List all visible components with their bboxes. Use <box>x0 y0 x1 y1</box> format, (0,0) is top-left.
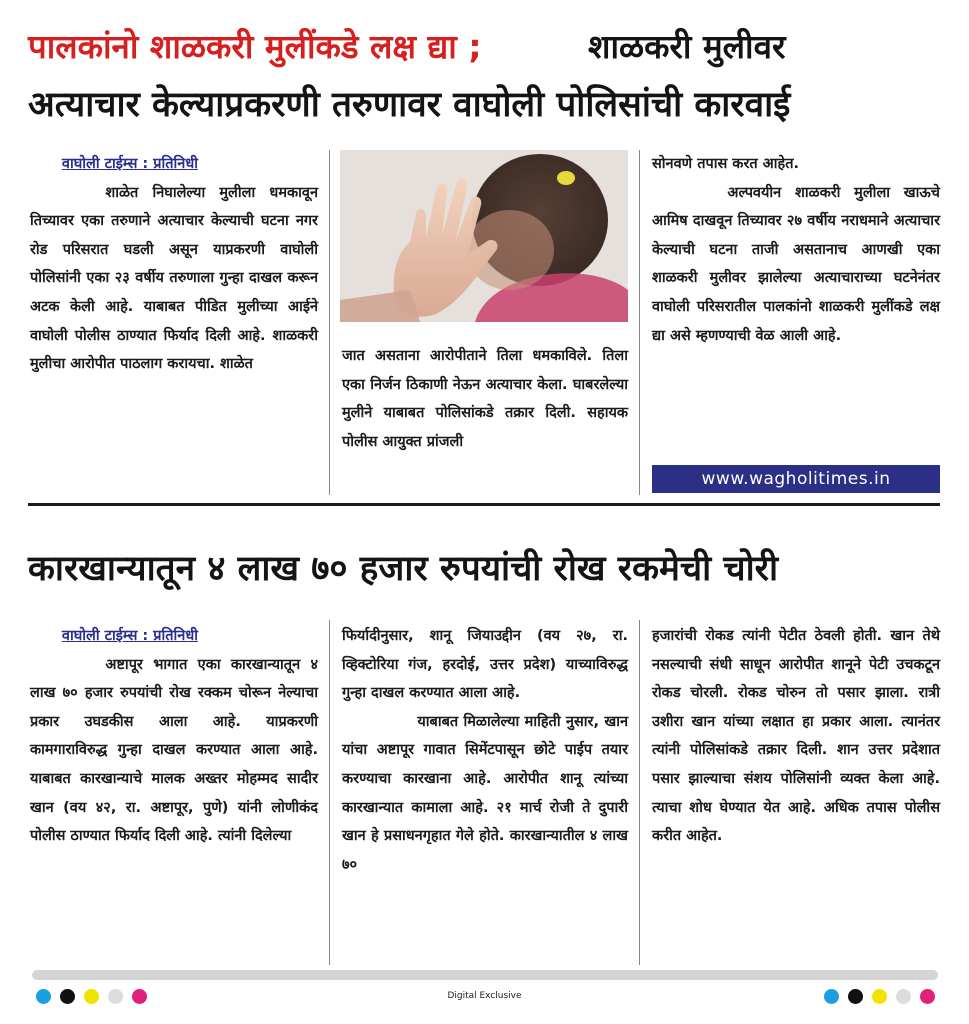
story1-photo <box>340 150 628 322</box>
story2-col2-text-2: याबाबत मिळालेल्या माहिती नुसार, खान यांचा अष्टापूर गावात सिमेंटपासून छोटे पाईप तयार करण्याचा कारखाना आहे. आरोपीत शानू त्यांच्या कारखान्यात कामाला आहे. २१ मार्च रोजी ते दुपारी खान हे प्रसाधनगृहात गेले होते. कारखान्यातील ४ लाख ७० <box>342 713 628 873</box>
section-divider <box>28 503 940 506</box>
story1-headline-black-part2: अत्याचार केल्याप्रकरणी तरुणावर वाघोली पोलिसांची कारवाई <box>28 85 791 125</box>
registration-dot-magenta <box>920 989 935 1004</box>
website-banner[interactable]: www.wagholitimes.in <box>652 465 940 493</box>
story2-headline: कारखान्यातून ४ लाख ७० हजार रुपयांची रोख रकमेची चोरी <box>28 549 779 589</box>
story2-column-3 <box>652 622 940 851</box>
story2-column-2 <box>342 622 628 879</box>
registration-dot-gray <box>896 989 911 1004</box>
story2-col1-text: अष्टापूर भागात एका कारखान्यातून ४ लाख ७० हजार रुपयांची रोख रक्कम चोरून नेल्याचा प्रकार उघडकीस आला आहे. याप्रकरणी कामगाराविरुद्ध गुन्हा दाखल करण्यात आला आहे. याबाबत कारखान्याचे मालक अख्तर मोहम्मद सादीर खान (वय ४२, रा. अष्टापूर, पुणे) यांनी लोणीकंद पोलीस ठाण्यात फिर्याद दिली आहे. त्यांनी दिलेल्या <box>30 656 318 845</box>
story2-byline: वाघोली टाईम्स : प्रतिनिधी <box>61 628 199 644</box>
registration-dot-yellow <box>872 989 887 1004</box>
footer-label: Digital Exclusive <box>447 991 522 1001</box>
story2-column-1 <box>30 622 318 851</box>
story2-col2-text-1: फिर्यादीनुसार, शानू जियाउद्दीन (वय २७, रा. व्हिक्टोरिया गंज, हरदोई, उत्तर प्रदेश) याच्याविरुद्ध गुन्हा दाखल करण्यात आला आहे. <box>342 628 628 702</box>
column-divider <box>329 620 330 965</box>
story1-col3-text-2: अल्पवयीन शाळकरी मुलीला खाऊचे आमिष दाखवून तिच्यावर २७ वर्षीय नराधमाने अत्याचार केल्याची घटना ताजी असतानाच आणखी एका शाळकरी मुलीवर झालेल्या अत्याचाराच्या घटनेनंतर वाघोली परिसरातील पालकांनो शाळकरी मुलींकडे लक्ष द्या असे म्हणण्याची वेळ आली आहे. <box>652 184 940 344</box>
story1-col3-text-1: सोनवणे तपास करत आहेत. <box>652 156 799 172</box>
story1-headline-black-part1: शाळकरी मुलीवर <box>588 27 786 66</box>
column-divider <box>639 150 640 495</box>
story1-col2-text: जात असताना आरोपीताने तिला धमकाविले. तिला एका निर्जन ठिकाणी नेऊन अत्याचार केला. घाबरलेल्या मुलीने याबाबत पोलिसांकडे तक्रार दिली. सहायक पोलीस आयुक्त प्रांजली <box>342 348 628 450</box>
registration-dot-cyan <box>824 989 839 1004</box>
story1-column-1 <box>30 150 318 379</box>
story1-column-3 <box>652 150 940 350</box>
girl-raised-hand-image <box>340 150 628 322</box>
column-divider <box>639 620 640 965</box>
story1-col1-text: शाळेत निघालेल्या मुलीला धमकावून तिच्यावर एका तरुणाने अत्याचार केल्याची घटना नगर रोड परिसरात घडली असून याप्रकरणी वाघोली पोलिसांनी एका २३ वर्षीय तरुणाला गुन्हा दाखल करून अटक केली आहे. याबाबत पीडित मुलीच्या आईने वाघोली पोलीस ठाण्यात फिर्याद दिली आहे. शाळकरी मुलीचा आरोपीत पाठलाग करायचा. शाळेत <box>30 184 318 373</box>
story1-byline: वाघोली टाईम्स : प्रतिनिधी <box>61 156 199 172</box>
registration-dot-black <box>848 989 863 1004</box>
story2-col3-text: हजारांची रोकड त्यांनी पेटीत ठेवली होती. खान तेथे नसल्याची संधी साधून आरोपीत शानूने पेटी उचकटून रोकड चोरली. रोकड चोरुन तो पसार झाला. रात्री उशीरा खान यांच्या लक्षात हा प्रकार आला. त्यानंतर त्यांनी पोलिसांकडे तक्रार दिली. शान उत्तर प्रदेशात पसार झाल्याचा संशय पोलिसांनी व्यक्त केला आहे. त्याचा शोध घेण्यात येत आहे. अधिक तपास पोलीस करीत आहेत. <box>652 628 940 845</box>
story1-headline-red: पालकांनो शाळकरी मुलींकडे लक्ष द्या ; <box>28 27 482 66</box>
column-divider <box>329 150 330 495</box>
footer-bar <box>32 970 938 980</box>
story1-column-2 <box>342 342 628 456</box>
